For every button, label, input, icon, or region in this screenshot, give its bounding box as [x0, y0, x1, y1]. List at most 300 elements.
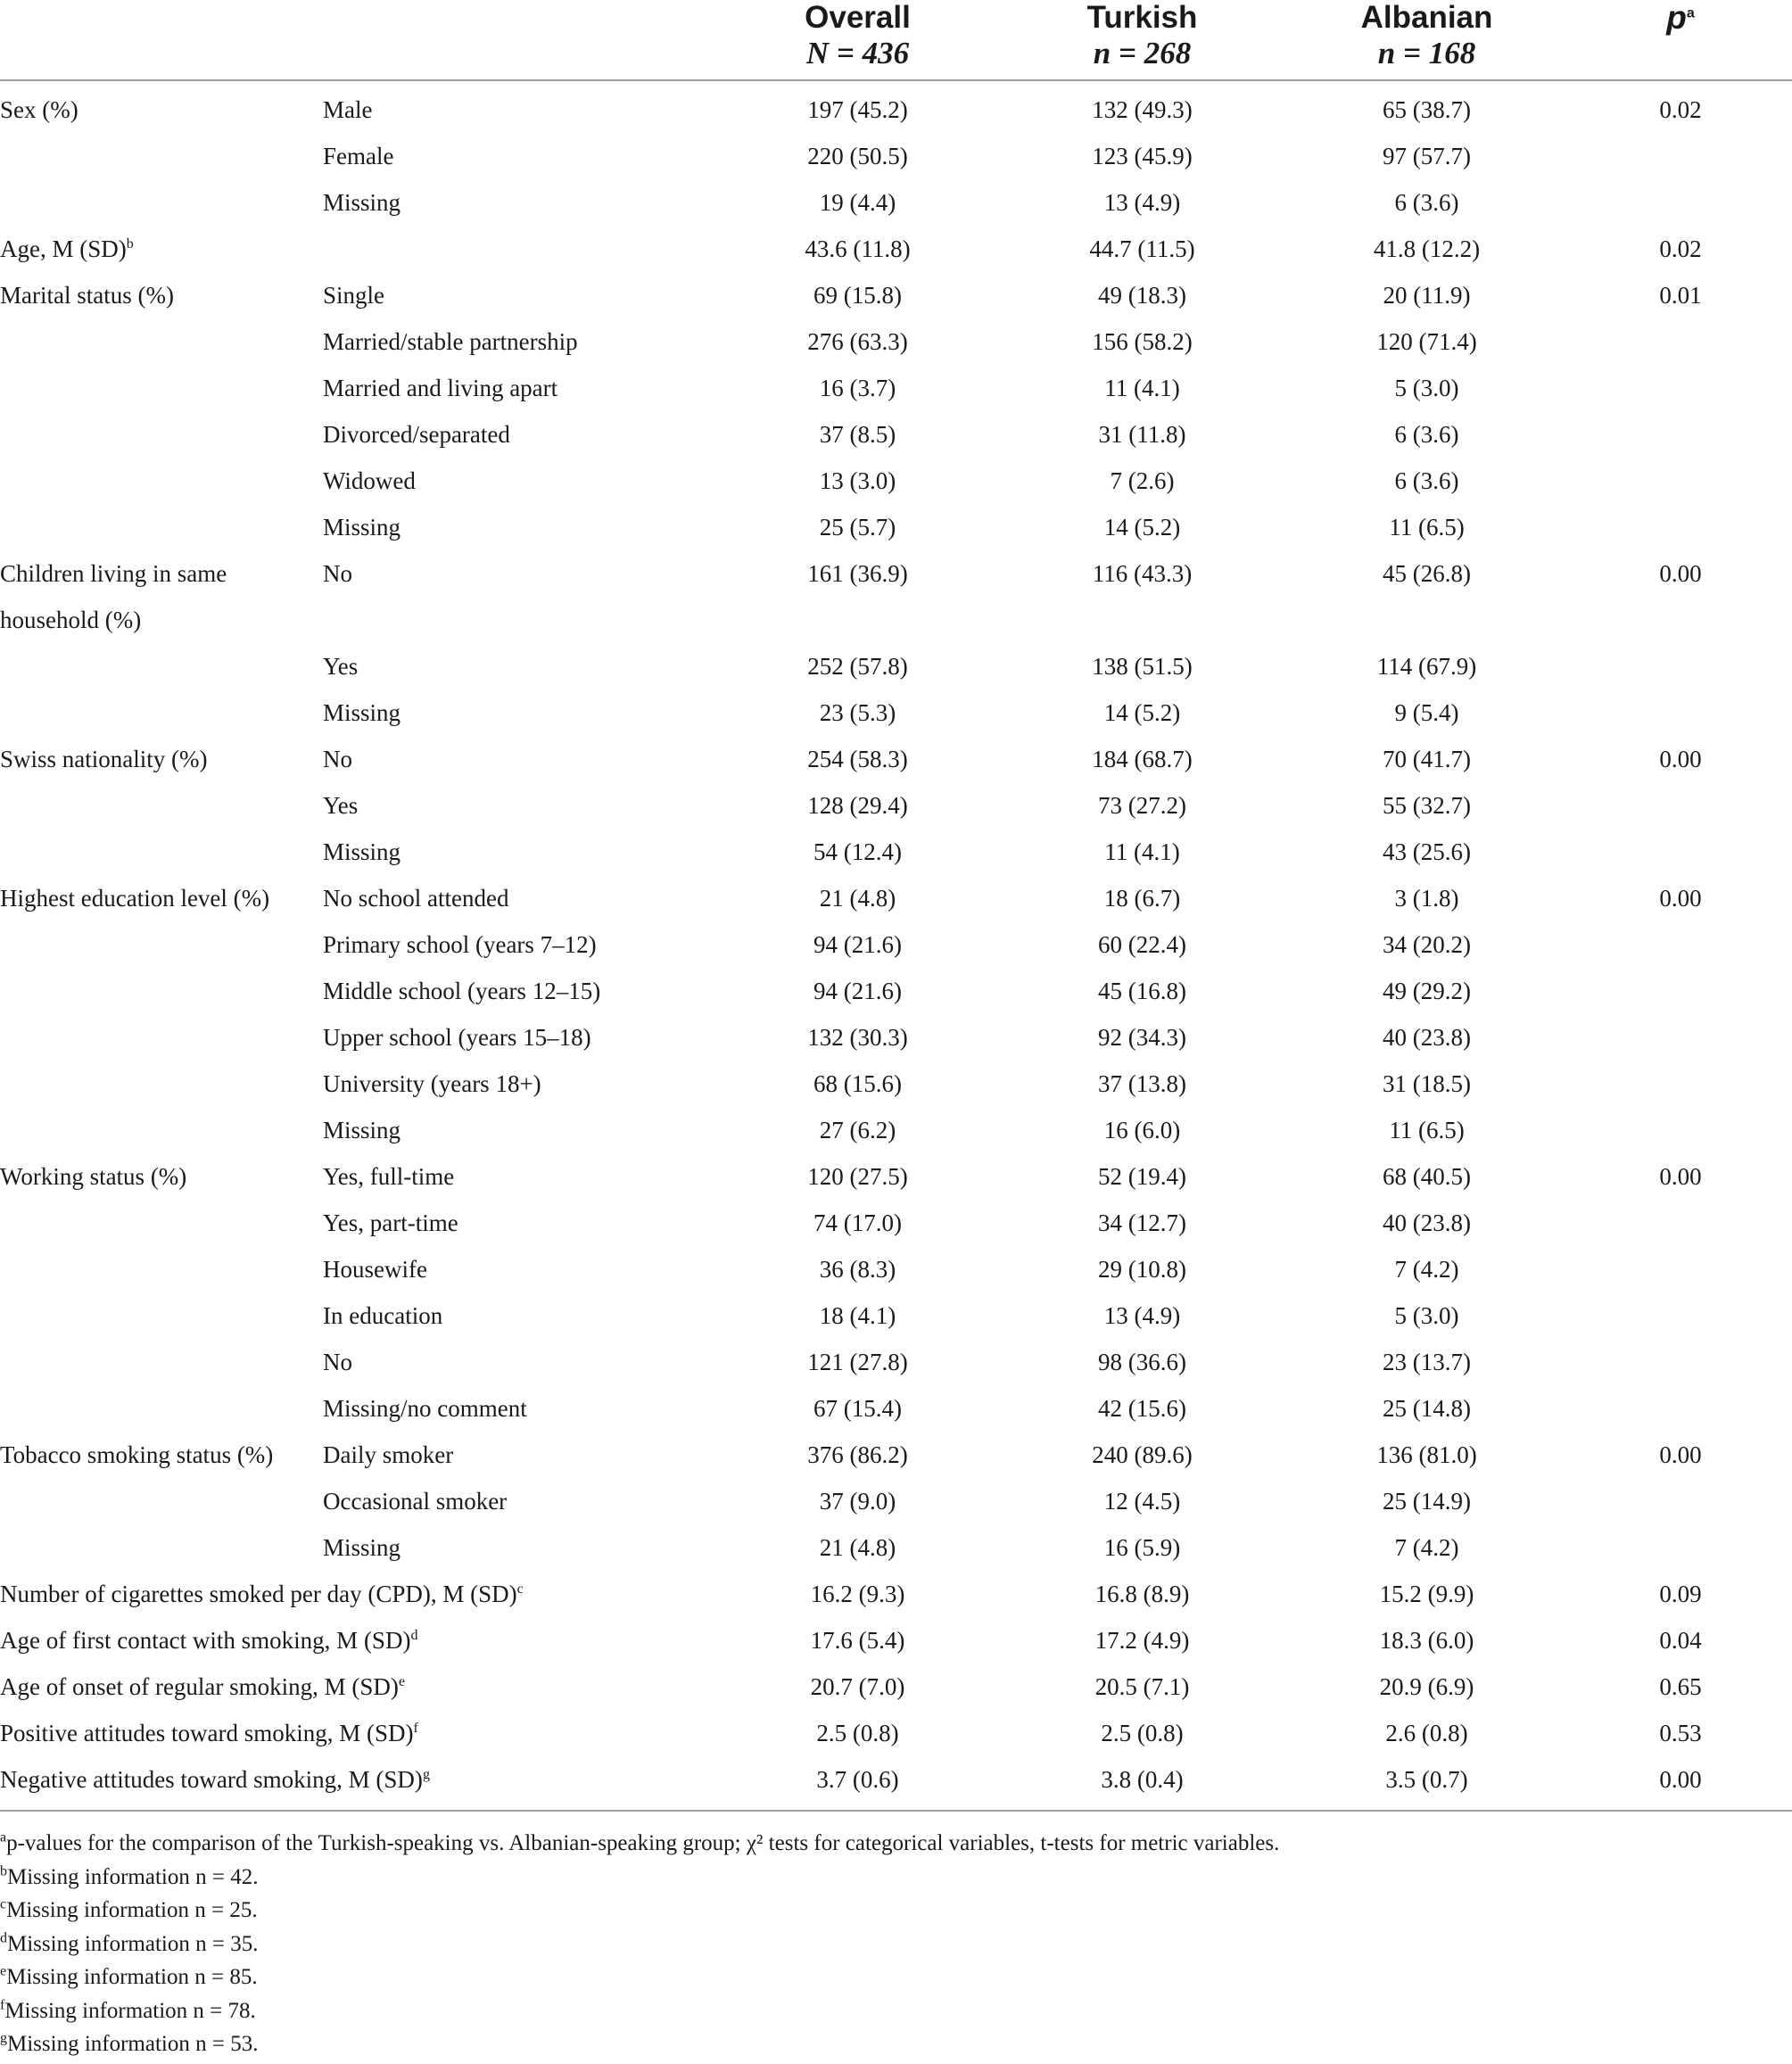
- cell-variable: [0, 226, 323, 272]
- variable-footnote-mark: f: [413, 1721, 418, 1736]
- table-row: [0, 921, 1792, 968]
- table-row: [0, 504, 1792, 550]
- variable-label: Working status (%): [0, 1163, 187, 1190]
- cell-albanian: 114 (67.9): [1376, 653, 1477, 680]
- cell-turkish: 184 (68.7): [1092, 746, 1193, 772]
- cell-p-value: 0.00: [1659, 1163, 1702, 1190]
- cell-turkish: 132 (49.3): [1092, 96, 1193, 123]
- cell-p-value: [1569, 829, 1792, 875]
- cell-turkish: 44.7 (11.5): [1089, 235, 1195, 262]
- cell-variable: [0, 875, 323, 921]
- cell-p-value: [1569, 1246, 1792, 1292]
- variable-label: Tobacco smoking status (%): [0, 1441, 274, 1468]
- cell-albanian: 18.3 (6.0): [1379, 1627, 1474, 1654]
- cell-category: Male: [323, 96, 373, 123]
- variable-footnote-mark: b: [126, 236, 134, 252]
- cell-turkish: 34 (12.7): [1098, 1210, 1186, 1236]
- cell-variable: [0, 1756, 715, 1811]
- header-turkish-n: n = 268: [1093, 36, 1192, 70]
- table-row: [0, 1200, 1792, 1246]
- variable-label: Highest education level (%): [0, 885, 270, 912]
- cell-turkish: 45 (16.8): [1098, 978, 1186, 1004]
- table-row: [0, 1339, 1792, 1385]
- cell-albanian: 65 (38.7): [1383, 96, 1471, 123]
- table-row: [0, 1756, 1792, 1811]
- cell-albanian: 25 (14.8): [1383, 1395, 1471, 1422]
- cell-p-value: [1569, 458, 1792, 504]
- cell-albanian: 31 (18.5): [1383, 1070, 1471, 1097]
- footnote: [0, 1894, 1792, 1928]
- cell-variable: [0, 782, 323, 829]
- cell-overall: 132 (30.3): [807, 1024, 908, 1051]
- footnote-mark: b: [0, 1863, 7, 1879]
- table-row: [0, 736, 1792, 782]
- cell-variable: [0, 365, 323, 411]
- cell-albanian: 40 (23.8): [1383, 1024, 1471, 1051]
- table-row: [0, 550, 1792, 597]
- cell-overall: 252 (57.8): [807, 653, 908, 680]
- cell-category: Upper school (years 15–18): [323, 1024, 591, 1051]
- cell-overall: 128 (29.4): [807, 792, 908, 819]
- cell-albanian: 34 (20.2): [1383, 931, 1471, 958]
- cell-albanian: 68 (40.5): [1383, 1163, 1471, 1190]
- cell-category: Yes, part-time: [323, 1210, 458, 1236]
- footnote-text: Missing information n = 78.: [4, 1998, 256, 2023]
- cell-category: Female: [323, 143, 394, 169]
- table-body: [0, 80, 1792, 1811]
- header-row: [0, 0, 1792, 80]
- table-row: [0, 179, 1792, 226]
- cell-albanian: 11 (6.5): [1389, 514, 1465, 541]
- variable-label: Age of onset of regular smoking, M (SD): [0, 1673, 399, 1700]
- table-row: [0, 458, 1792, 504]
- cell-p-value: [1569, 921, 1792, 968]
- header-albanian: [1284, 0, 1569, 80]
- cell-category: Daily smoker: [323, 1441, 454, 1468]
- cell-p-value: [1569, 782, 1792, 829]
- header-turkish-label: Turkish: [1086, 0, 1198, 35]
- cell-p-value: 0.02: [1659, 235, 1702, 262]
- cell-overall: 23 (5.3): [819, 699, 896, 726]
- table-row: [0, 1710, 1792, 1756]
- cell-albanian: 97 (57.7): [1383, 143, 1471, 169]
- table-row: [0, 1153, 1792, 1200]
- cell-variable: [0, 968, 323, 1014]
- variable-label: Positive attitudes toward smoking, M (SD): [0, 1720, 414, 1746]
- cell-p-value: 0.65: [1659, 1673, 1702, 1700]
- cell-category: No: [323, 1349, 352, 1375]
- cell-overall: 276 (63.3): [807, 328, 908, 355]
- cell-overall: 27 (6.2): [819, 1117, 896, 1143]
- cell-category: Single: [323, 282, 385, 309]
- cell-category: Primary school (years 7–12): [323, 931, 597, 958]
- footnote-mark: d: [0, 1930, 7, 1946]
- cell-p-value: 0.00: [1659, 560, 1702, 587]
- cell-overall: 2.5 (0.8): [816, 1720, 899, 1746]
- cell-albanian: 9 (5.4): [1394, 699, 1459, 726]
- cell-turkish: 20.5 (7.1): [1094, 1673, 1190, 1700]
- table-row: [0, 597, 1792, 643]
- cell-turkish: 14 (5.2): [1103, 699, 1181, 726]
- cell-turkish: 13 (4.9): [1103, 189, 1181, 216]
- cell-turkish: 73 (27.2): [1098, 792, 1186, 819]
- cell-p-value: 0.01: [1659, 282, 1702, 309]
- table-row: [0, 1432, 1792, 1478]
- cell-p-value: [1569, 1478, 1792, 1524]
- cell-variable: [0, 272, 323, 318]
- cell-overall: 220 (50.5): [807, 143, 908, 169]
- cell-overall: 69 (15.8): [813, 282, 902, 309]
- header-variable: [0, 0, 323, 80]
- cell-turkish: 156 (58.2): [1092, 328, 1193, 355]
- cell-overall: 36 (8.3): [819, 1256, 896, 1283]
- cell-overall: 21 (4.8): [819, 885, 896, 912]
- cell-variable: [0, 1292, 323, 1339]
- cell-turkish: 138 (51.5): [1092, 653, 1193, 680]
- cell-category: Missing: [323, 514, 401, 541]
- cell-overall: 21 (4.8): [819, 1534, 896, 1561]
- header-p-footnote-mark: a: [1686, 5, 1695, 21]
- variable-label: Children living in same: [0, 560, 227, 587]
- cell-p-value: 0.00: [1659, 1766, 1702, 1793]
- cell-turkish: 16.8 (8.9): [1094, 1581, 1190, 1607]
- cell-category: Yes: [323, 792, 359, 819]
- table-row: [0, 643, 1792, 689]
- cell-albanian: 20 (11.9): [1383, 282, 1471, 309]
- footnote: [0, 2027, 1792, 2061]
- cell-overall: 254 (58.3): [807, 746, 908, 772]
- cell-category: Housewife: [323, 1256, 427, 1283]
- cell-albanian: 136 (81.0): [1376, 1441, 1477, 1468]
- cell-overall: 94 (21.6): [813, 978, 902, 1004]
- cell-turkish: 14 (5.2): [1103, 514, 1181, 541]
- footnote-text: Missing information n = 85.: [6, 1965, 258, 1989]
- cell-turkish: 18 (6.7): [1103, 885, 1181, 912]
- cell-p-value: [1569, 597, 1792, 643]
- cell-variable: [0, 1246, 323, 1292]
- cell-variable: [0, 179, 323, 226]
- footnote-text: Missing information n = 53.: [7, 2032, 259, 2056]
- header-albanian-label: Albanian: [1360, 0, 1493, 35]
- cell-category: Missing: [323, 838, 401, 865]
- cell-albanian: 25 (14.9): [1383, 1488, 1471, 1515]
- cell-category: Middle school (years 12–15): [323, 978, 601, 1004]
- cell-turkish: 16 (6.0): [1103, 1117, 1181, 1143]
- cell-albanian: 6 (3.6): [1394, 421, 1459, 448]
- cell-variable: [0, 1061, 323, 1107]
- cell-category: [323, 226, 715, 272]
- cell-variable: [0, 1339, 323, 1385]
- cell-variable: [0, 1524, 323, 1571]
- cell-p-value: [1569, 1292, 1792, 1339]
- cell-variable: [0, 550, 323, 597]
- footnote-text: p-values for the comparison of the Turkish-speaking vs. Albanian-speaking group; χ² tests for categorical variables, t-tests for metric variables.: [6, 1831, 1280, 1855]
- cell-variable: [0, 1432, 323, 1478]
- cell-overall: 17.6 (5.4): [810, 1627, 905, 1654]
- cell-variable: [0, 736, 323, 782]
- cell-p-value: [1569, 411, 1792, 458]
- cell-p-value: [1569, 504, 1792, 550]
- cell-albanian: 49 (29.2): [1383, 978, 1471, 1004]
- table-row: [0, 318, 1792, 365]
- footnote-mark: g: [0, 2030, 7, 2046]
- cell-overall: 13 (3.0): [819, 467, 896, 494]
- cell-p-value: 0.00: [1659, 746, 1702, 772]
- cell-turkish: 37 (13.8): [1098, 1070, 1186, 1097]
- cell-p-value: [1569, 318, 1792, 365]
- footnote: [0, 1961, 1792, 1994]
- cell-variable: [0, 1107, 323, 1153]
- cell-overall: 197 (45.2): [807, 96, 908, 123]
- cell-variable: [0, 318, 323, 365]
- table-row: [0, 272, 1792, 318]
- cell-overall: 3.7 (0.6): [816, 1766, 899, 1793]
- cell-turkish: 16 (5.9): [1103, 1534, 1181, 1561]
- footnote-text: Missing information n = 42.: [7, 1864, 259, 1889]
- cell-variable: [0, 1478, 323, 1524]
- cell-overall: 94 (21.6): [813, 931, 902, 958]
- cell-category: No: [323, 746, 352, 772]
- cell-turkish: 240 (89.6): [1092, 1441, 1193, 1468]
- cell-category: Missing: [323, 1117, 401, 1143]
- cell-p-value: [1569, 365, 1792, 411]
- cell-p-value: [1569, 1524, 1792, 1571]
- cell-turkish: [1000, 597, 1284, 643]
- header-p-value: [1569, 0, 1792, 80]
- cell-albanian: 43 (25.6): [1383, 838, 1471, 865]
- cell-p-value: [1569, 968, 1792, 1014]
- cell-category: Widowed: [323, 467, 416, 494]
- footnote-mark: f: [0, 1997, 5, 2013]
- cell-turkish: 17.2 (4.9): [1094, 1627, 1190, 1654]
- table-row: [0, 1664, 1792, 1710]
- cell-overall: 54 (12.4): [813, 838, 902, 865]
- footnote-text: Missing information n = 25.: [6, 1898, 258, 1922]
- cell-albanian: 15.2 (9.9): [1379, 1581, 1474, 1607]
- cell-turkish: 60 (22.4): [1098, 931, 1186, 958]
- cell-p-value: 0.53: [1659, 1720, 1702, 1746]
- table-row: [0, 689, 1792, 736]
- cell-overall: 161 (36.9): [807, 560, 908, 587]
- variable-label: Age, M (SD): [0, 235, 127, 262]
- header-albanian-n: n = 168: [1377, 36, 1476, 70]
- table-row: [0, 411, 1792, 458]
- variable-footnote-mark: e: [398, 1674, 406, 1689]
- footnote-text: Missing information n = 35.: [7, 1931, 259, 1956]
- cell-albanian: 45 (26.8): [1383, 560, 1471, 587]
- cell-variable: [0, 689, 323, 736]
- cell-albanian: 5 (3.0): [1394, 1302, 1459, 1329]
- cell-overall: 376 (86.2): [807, 1441, 908, 1468]
- cell-p-value: 0.04: [1659, 1627, 1702, 1654]
- cell-albanian: 5 (3.0): [1394, 375, 1459, 401]
- table-row: [0, 1061, 1792, 1107]
- cell-overall: 74 (17.0): [813, 1210, 902, 1236]
- cell-overall: 120 (27.5): [807, 1163, 908, 1190]
- table-row: [0, 1292, 1792, 1339]
- variable-footnote-mark: d: [410, 1628, 418, 1643]
- variable-label: Marital status (%): [0, 282, 174, 309]
- variable-footnote-mark: g: [422, 1767, 430, 1782]
- cell-turkish: 31 (11.8): [1098, 421, 1186, 448]
- header-overall-n: N = 436: [805, 36, 910, 70]
- cell-variable: [0, 1617, 715, 1664]
- cell-p-value: 0.00: [1659, 885, 1702, 912]
- footnote: [0, 1928, 1792, 1961]
- cell-variable: [0, 921, 323, 968]
- cell-albanian: 40 (23.8): [1383, 1210, 1471, 1236]
- table-row: [0, 1524, 1792, 1571]
- cell-overall: 16 (3.7): [819, 375, 896, 401]
- header-overall: [715, 0, 1000, 80]
- variable-label: household (%): [0, 607, 142, 633]
- cell-category: Missing: [323, 189, 401, 216]
- cell-turkish: 42 (15.6): [1098, 1395, 1186, 1422]
- cell-turkish: 11 (4.1): [1104, 838, 1180, 865]
- table-row: [0, 80, 1792, 133]
- cell-turkish: 116 (43.3): [1092, 560, 1193, 587]
- cell-overall: 37 (8.5): [819, 421, 896, 448]
- cell-variable: [0, 643, 323, 689]
- cell-category: Yes, full-time: [323, 1163, 455, 1190]
- cell-turkish: 2.5 (0.8): [1101, 1720, 1184, 1746]
- cell-category: University (years 18+): [323, 1070, 541, 1097]
- table-row: [0, 1385, 1792, 1432]
- cell-category: [323, 597, 715, 643]
- cell-albanian: 7 (4.2): [1394, 1534, 1459, 1561]
- cell-overall: 37 (9.0): [819, 1488, 896, 1515]
- cell-variable: [0, 1200, 323, 1246]
- cell-turkish: 29 (10.8): [1098, 1256, 1186, 1283]
- cell-albanian: 70 (41.7): [1383, 746, 1471, 772]
- cell-overall: [715, 597, 1000, 643]
- cell-albanian: 3 (1.8): [1394, 885, 1459, 912]
- table-row: [0, 829, 1792, 875]
- variable-label: Swiss nationality (%): [0, 746, 208, 772]
- table-row: [0, 1246, 1792, 1292]
- cell-variable: [0, 1014, 323, 1061]
- cell-variable: [0, 1710, 715, 1756]
- table-row: [0, 226, 1792, 272]
- cell-overall: 20.7 (7.0): [810, 1673, 905, 1700]
- cell-albanian: 20.9 (6.9): [1379, 1673, 1474, 1700]
- cell-overall: 67 (15.4): [813, 1395, 902, 1422]
- cell-overall: 43.6 (11.8): [805, 235, 911, 262]
- cell-variable: [0, 80, 323, 133]
- cell-albanian: 11 (6.5): [1389, 1117, 1465, 1143]
- cell-p-value: [1569, 1014, 1792, 1061]
- cell-albanian: 7 (4.2): [1394, 1256, 1459, 1283]
- cell-albanian: 6 (3.6): [1394, 467, 1459, 494]
- table-row: [0, 133, 1792, 179]
- table-header: [0, 0, 1792, 80]
- cell-p-value: [1569, 689, 1792, 736]
- cell-turkish: 49 (18.3): [1098, 282, 1186, 309]
- table-row: [0, 875, 1792, 921]
- cell-variable: [0, 1153, 323, 1200]
- cell-category: Occasional smoker: [323, 1488, 508, 1515]
- cell-p-value: [1569, 1107, 1792, 1153]
- footnote-mark: e: [0, 1963, 7, 1979]
- variable-label: Negative attitudes toward smoking, M (SD): [0, 1766, 423, 1793]
- table-row: [0, 782, 1792, 829]
- cell-albanian: 120 (71.4): [1376, 328, 1477, 355]
- cell-turkish: 52 (19.4): [1098, 1163, 1186, 1190]
- cell-variable: [0, 458, 323, 504]
- cell-p-value: 0.00: [1659, 1441, 1702, 1468]
- table-footnotes: [0, 1827, 1792, 2061]
- variable-footnote-mark: c: [516, 1581, 524, 1597]
- cell-category: Yes: [323, 653, 359, 680]
- cell-overall: 121 (27.8): [807, 1349, 908, 1375]
- cell-variable: [0, 1385, 323, 1432]
- cell-albanian: 2.6 (0.8): [1385, 1720, 1468, 1746]
- cell-albanian: 41.8 (12.2): [1373, 235, 1481, 262]
- header-p-label: p: [1666, 0, 1687, 36]
- cell-turkish: 3.8 (0.4): [1101, 1766, 1184, 1793]
- header-overall-label: Overall: [805, 0, 911, 35]
- cell-overall: 16.2 (9.3): [810, 1581, 905, 1607]
- cell-albanian: 23 (13.7): [1383, 1349, 1471, 1375]
- cell-turkish: 92 (34.3): [1098, 1024, 1186, 1051]
- cell-variable: [0, 1664, 715, 1710]
- cell-variable: [0, 597, 323, 643]
- cell-p-value: 0.09: [1659, 1581, 1702, 1607]
- cell-turkish: 7 (2.6): [1110, 467, 1175, 494]
- cell-albanian: 55 (32.7): [1383, 792, 1471, 819]
- cell-turkish: 13 (4.9): [1103, 1302, 1181, 1329]
- cell-turkish: 98 (36.6): [1098, 1349, 1186, 1375]
- cell-category: Married and living apart: [323, 375, 558, 401]
- table-row: [0, 1107, 1792, 1153]
- cell-variable: [0, 829, 323, 875]
- cell-overall: 18 (4.1): [819, 1302, 896, 1329]
- cell-category: In education: [323, 1302, 443, 1329]
- cell-turkish: 123 (45.9): [1092, 143, 1193, 169]
- cell-p-value: [1569, 1339, 1792, 1385]
- footnote: [0, 1861, 1792, 1895]
- footnote-mark: c: [0, 1896, 7, 1912]
- cell-overall: 25 (5.7): [819, 514, 896, 541]
- footnote: [0, 1827, 1792, 1861]
- table-row: [0, 1571, 1792, 1617]
- table-row: [0, 968, 1792, 1014]
- cell-albanian: 3.5 (0.7): [1385, 1766, 1468, 1793]
- cell-variable: [0, 504, 323, 550]
- cell-variable: [0, 1571, 715, 1617]
- cell-variable: [0, 411, 323, 458]
- cell-category: No: [323, 560, 352, 587]
- cell-category: Married/stable partnership: [323, 328, 578, 355]
- cell-p-value: [1569, 1200, 1792, 1246]
- cell-p-value: [1569, 1061, 1792, 1107]
- cell-category: No school attended: [323, 885, 509, 912]
- header-turkish: [1000, 0, 1284, 80]
- cell-p-value: [1569, 1385, 1792, 1432]
- cell-category: Divorced/separated: [323, 421, 510, 448]
- variable-label: Age of first contact with smoking, M (SD): [0, 1627, 411, 1654]
- footnote-mark: a: [0, 1829, 7, 1845]
- cell-p-value: [1569, 643, 1792, 689]
- cell-turkish: 11 (4.1): [1104, 375, 1180, 401]
- cell-turkish: 12 (4.5): [1103, 1488, 1181, 1515]
- table-row: [0, 1478, 1792, 1524]
- cell-overall: 68 (15.6): [813, 1070, 902, 1097]
- table-row: [0, 1014, 1792, 1061]
- cell-p-value: [1569, 179, 1792, 226]
- cell-p-value: [1569, 133, 1792, 179]
- cell-variable: [0, 133, 323, 179]
